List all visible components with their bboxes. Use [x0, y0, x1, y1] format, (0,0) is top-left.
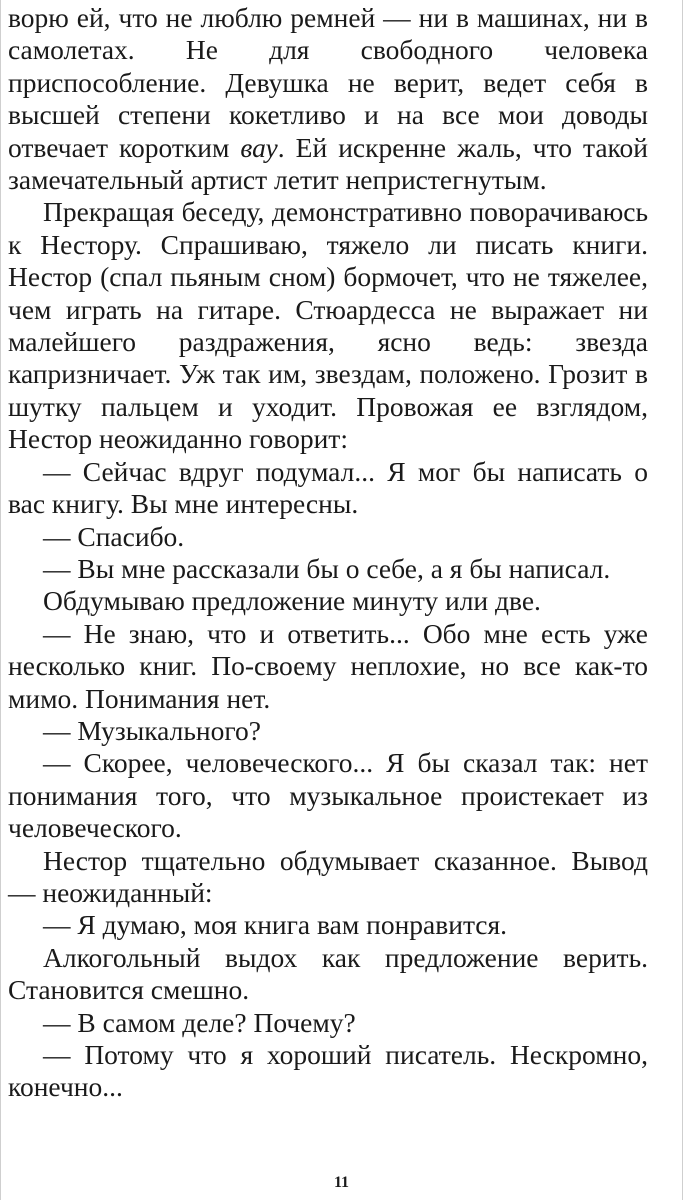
paragraph-7: — Не знаю, что и ответить... Обо мне есть уже несколько книг. По-своему неплохие, но все как-то мимо. Понимания нет.: [8, 617, 648, 714]
paragraph-2: Прекращая беседу, демонстративно поворачиваюсь к Нестору. Спрашиваю, тяжело ли писать книги. Нестор (спал пьяным сном) бормочет, что не тяжелее, чем играть на гитаре. Стюардесса не выражает ни малейшего раздражения, ясно ведь: звезда капризничает. Уж так им, звездам, положено. Грозит в шутку пальцем и уходит. Провожая ее взглядом, Нестор неожиданно говорит:: [8, 196, 648, 455]
paragraph-5: — Вы мне рассказали бы о себе, а я бы написал.: [43, 552, 611, 584]
paragraph-4: — Спасибо.: [43, 520, 185, 552]
italic-word: вау: [240, 131, 278, 163]
paragraph-11: — Я думаю, моя книга вам понравится.: [43, 909, 508, 941]
page-body: [8, 2, 648, 1104]
paragraph-6: Обдумываю предложение минуту или две.: [43, 585, 541, 617]
paragraph-1: ворю ей, что не люблю ремней — ни в машинах, ни в самолетах. Не для свободного человека приспособление. Девушка не верит, ведет себя в высшей степени кокетливо и на все мои доводы отвечает коротким вау. Ей искренне жаль, что такой замечательный артист летит непристегнутым.: [8, 2, 648, 196]
page-number: 11: [333, 1174, 350, 1191]
paragraph-13: — В самом деле? Почему?: [43, 1006, 356, 1038]
paragraph-10: Нестор тщательно обдумывает сказанное. Вывод — неожиданный:: [8, 844, 648, 908]
paragraph-12: Алкогольный выдох как предложение верить. Становится смешно.: [8, 941, 648, 1006]
paragraph-8: — Музыкального?: [43, 714, 261, 746]
paragraph-9: — Скорее, человеческого... Я бы сказал так: нет понимания того, что музыкальное проистекает из человеческого.: [8, 747, 648, 844]
paragraph-14: — Потому что я хороший писатель. Нескромно, конечно...: [8, 1039, 648, 1103]
paragraph-3: — Сейчас вдруг подумал... Я мог бы написать о вас книгу. Вы мне интересны.: [8, 455, 648, 520]
